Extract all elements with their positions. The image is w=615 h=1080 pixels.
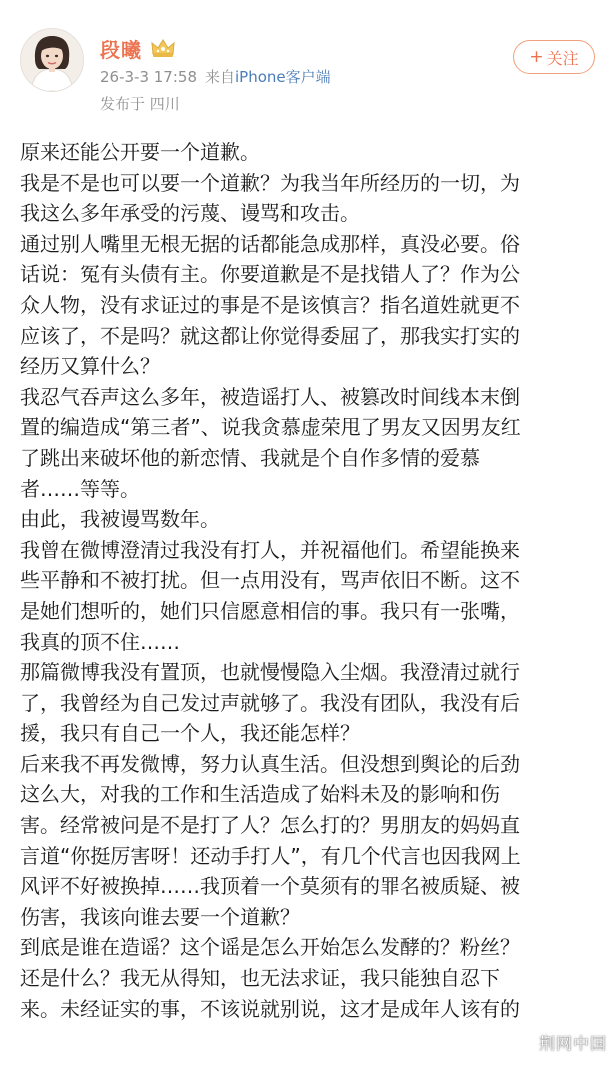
post-location: 发布于 四川 xyxy=(100,95,180,113)
follow-label: 关注 xyxy=(546,48,579,68)
post-paragraph: 我曾在微博澄清过我没有打人，并祝福他们。希望能换来 些平静和不被打扰。但一点用没有，骂声依旧不断。这不 是她们想听的，她们只信愿意相信的事。我只有一张嘴， 我真的顶不住…… xyxy=(20,537,520,654)
avatar[interactable] xyxy=(20,28,84,92)
post-paragraph: 那篇微博我没有置顶，也就慢慢隐入尘烟。我澄清过就行 了，我曾经为自己发过声就够了。我没有团队，我没有后 援，我只有自己一个人，我还能怎样？ xyxy=(20,660,520,746)
post-paragraph: 后来我不再发微博，努力认真生活。但没想到舆论的后劲 这么大，对我的工作和生活造成了始料未及的影响和伤 害。经常被问是不是打了人？怎么打的？男朋友的妈妈直 言道“你挺厉害呀！还动手打人”，有几个代言也因我网上 风评不好被换掉……我顶着一个莫须有的罪名被质疑、被 伤害，我该向谁去要一个道歉？ xyxy=(20,751,521,929)
avatar-image xyxy=(21,29,83,91)
source-link[interactable]: iPhone客户端 xyxy=(235,68,331,86)
post-body xyxy=(20,137,600,1024)
post-timestamp: 26-3-3 17:58 xyxy=(100,68,197,86)
crown-badge-icon[interactable] xyxy=(150,37,176,59)
post-meta xyxy=(100,66,331,87)
post-paragraph: 我是不是也可以要一个道歉？为我当年所经历的一切，为 我这么多年承受的污蔑、谩骂和攻击。 xyxy=(20,170,520,226)
source-prefix: 来自 xyxy=(205,68,236,86)
post-paragraph: 原来还能公开要一个道歉。 xyxy=(20,140,260,164)
post-paragraph: 通过别人嘴里无根无据的话都能急成那样，真没必要。俗 话说：冤有头债有主。你要道歉是不是找错人了？作为公 众人物，没有求证过的事是不是该慎言？指名道姓就更不 应该了，不是吗？就这都让你觉得委屈了，那我实打实的 经历又算什么？ xyxy=(20,231,520,379)
post-paragraph: 到底是谁在造谣？这个谣是怎么开始怎么发酵的？粉丝？ 还是什么？我无从得知，也无法求证，我只能独自忍下 来。未经证实的事，不该说就别说，这才是成年人该有的 xyxy=(20,935,520,1021)
post-paragraph: 我忍气吞声这么多年，被造谣打人、被篡改时间线本末倒 置的编造成“第三者”、说我贪慕虚荣甩了男友又因男友红 了跳出来破坏他的新恋情、我就是个自作多情的爱慕 者……等等。 xyxy=(20,384,521,501)
follow-button[interactable] xyxy=(513,40,595,74)
username[interactable]: 段曦 xyxy=(100,37,142,62)
plus-icon: + xyxy=(529,47,544,67)
post-header xyxy=(0,0,615,128)
post-paragraph: 由此，我被谩骂数年。 xyxy=(20,507,220,532)
name-row xyxy=(100,33,176,63)
watermark: 荆网中国 xyxy=(538,1034,607,1053)
